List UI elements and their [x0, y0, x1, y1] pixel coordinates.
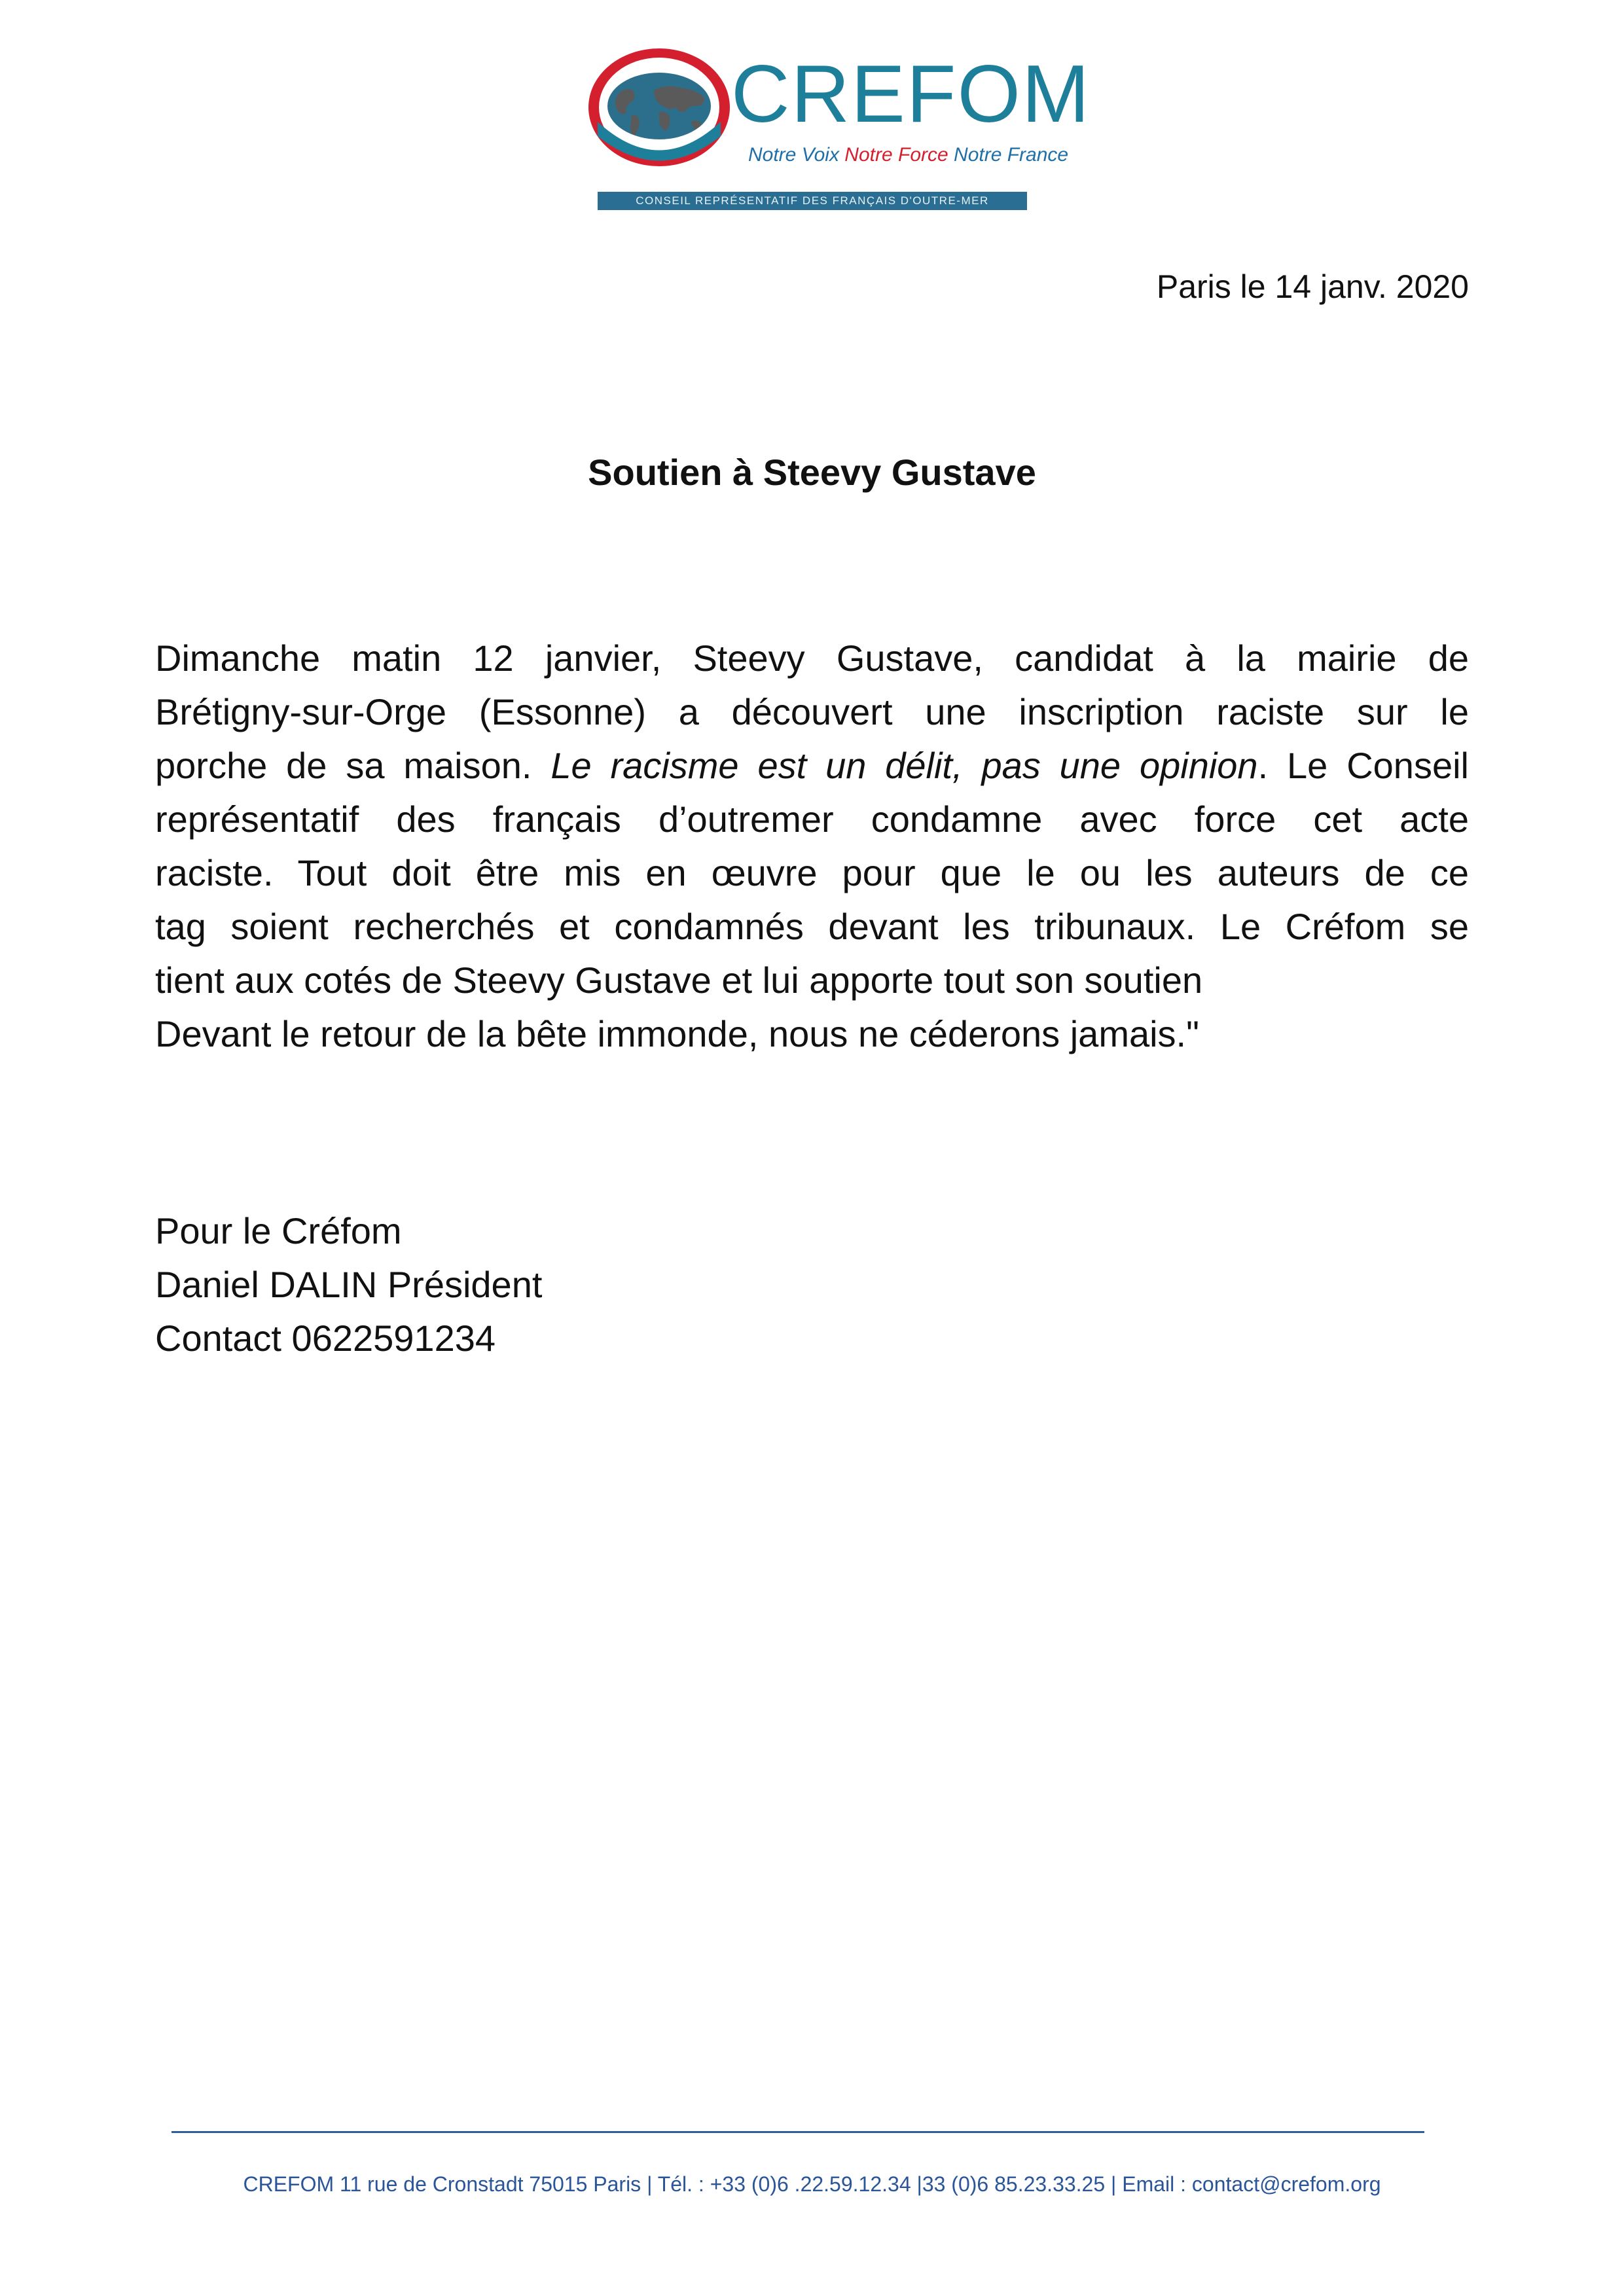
- body-line: raciste. Tout doit être mis en œuvre pour que le ou les auteurs de ce: [155, 852, 1469, 893]
- logo-tagline: [748, 145, 1068, 165]
- body-paragraph: [155, 632, 1469, 1061]
- body-line: représentatif des français d’outremer condamne avec force cet acte: [155, 798, 1469, 840]
- body-line: [155, 739, 1469, 793]
- tagline-force: Notre Force: [844, 144, 948, 166]
- tagline-voix: Notre Voix: [748, 144, 839, 166]
- body-line: tag soient recherchés et condamnés devant les tribunaux. Le Créfom se: [155, 906, 1469, 947]
- body-line-italic-quote: Le racisme est un délit, pas une opinion: [550, 745, 1258, 786]
- signature-block: [155, 1204, 542, 1365]
- footer-contact: CREFOM 11 rue de Cronstadt 75015 Paris | Tél. : +33 (0)6 .22.59.12.34 |33 (0)6 85.23.33.25 | Email : contact@crefom.org: [243, 2172, 1381, 2196]
- footer-divider: [171, 2131, 1424, 2133]
- document-date: Paris le 14 janv. 2020: [1156, 268, 1469, 305]
- body-line: tient aux cotés de Steevy Gustave et lui apporte tout son soutien: [155, 960, 1203, 1001]
- logo-name: CREFOM: [731, 49, 1091, 139]
- signature-org: Pour le Créfom: [155, 1210, 402, 1251]
- signature-name: Daniel DALIN Président: [155, 1264, 543, 1305]
- body-line-text: porche de sa maison.: [155, 745, 551, 786]
- body-line: Dimanche matin 12 janvier, Steevy Gustave, candidat à la mairie de: [155, 637, 1469, 679]
- body-line: Brétigny-sur-Orge (Essonne) a découvert une inscription raciste sur le: [155, 691, 1469, 732]
- tagline-france: Notre France: [954, 144, 1069, 166]
- document-title: Soutien à Steevy Gustave: [588, 452, 1036, 493]
- signature-contact: Contact 0622591234: [155, 1318, 496, 1359]
- crefom-logo: [586, 39, 1091, 216]
- body-line: Devant le retour de la bête immonde, nous ne céderons jamais.": [155, 1013, 1199, 1054]
- logo-banner: CONSEIL REPRÉSENTATIF DES FRANÇAIS D'OUTRE-MER: [598, 192, 1027, 210]
- world-map-emblem-icon: [586, 45, 746, 175]
- body-line-text: . Le Conseil: [1257, 745, 1469, 786]
